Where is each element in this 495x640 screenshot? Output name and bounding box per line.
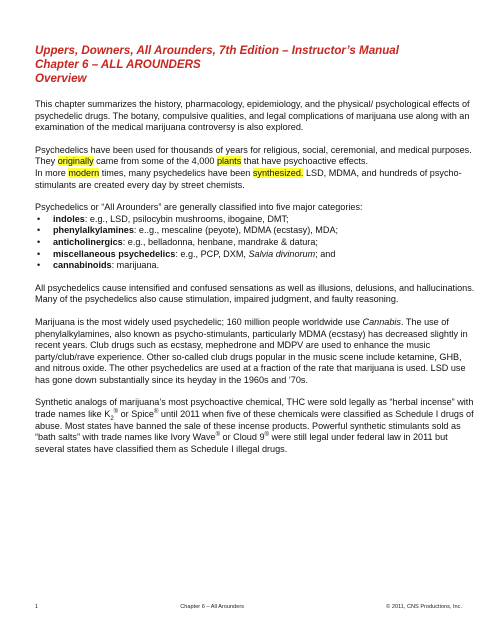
highlighted-word: modern [68,167,100,178]
list-item [35,260,475,272]
registered-mark: ® [264,432,269,439]
page-footer [35,604,462,610]
category-term: anticholinergics [53,236,123,247]
category-desc: : e..g., mescaline (peyote), MDMA (ecstasy), MDA; [133,225,339,236]
bullet-icon: • [37,236,41,247]
highlighted-word: synthesized. [252,167,304,178]
text-run: or Spice [118,409,154,420]
category-term: indoles [53,213,85,224]
text-run: or Cloud 9 [220,432,265,443]
list-item [35,225,475,237]
synthetic-analogs-paragraph [35,397,475,455]
text-run: times, many psychedelics have been [99,167,253,178]
category-desc: : e.g., PCP, DXM, [175,248,249,259]
document-title: Uppers, Downers, All Arounders, 7th Edition – Instructor’s Manual [35,44,399,57]
subscript: 2 [110,415,114,422]
category-desc: : marijuana. [111,260,160,271]
footer-copyright: © 2011, CNS Productions, Inc. [386,604,462,610]
chapter-heading: Chapter 6 – ALL AROUNDERS [35,58,201,71]
footer-chapter: Chapter 6 – All Arounders [180,604,245,610]
category-list [35,214,475,272]
text-run: until 2011 when five of these chemicals were classified as Schedule I drugs of abuse. Most states have banned the sale of these incense products. Powerful synthetic stimulants sold as “bath salts” with trade names like Ivory Wave [35,409,474,443]
italic-term: Cannabis [362,316,401,327]
page-content [35,44,475,455]
highlighted-word: originally [57,156,94,167]
list-item [35,249,475,261]
text-run: came from some of the 4,000 [93,156,217,167]
bullet-icon: • [37,260,41,271]
bullet-icon: • [37,225,41,236]
category-term: phenylalkylamines [53,225,134,236]
text-run: Psychedelics have been used for thousands of years for religious, social, ceremonial, and medical purposes. They [35,144,472,167]
categories-intro: Psychedelics or “All Arounders” are generally classified into five major categories: [35,202,363,213]
text-run: In more [35,167,69,178]
text-run: LSD, MDMA, and hundreds of psycho-stimulants are created every day by street chemists. [35,167,462,190]
text-run: . The use of phenylalkylamines, also known as psycho-stimulants, particularly MDMA (ecstasy) has decreased slightly in recent years. Club drugs such as ecstasy, mephedrone and MDPV are used to enhance the music party/club/rave experience. Other so-called club drugs popular in the music scene include ketamine, GHB, and nitrous oxide. The other psychedelics are used at a fraction of the rate that marijuana is used. LSD use has gone down substantially since its heyday in the 1960s and ’70s. [35,316,468,385]
intro-paragraph: This chapter summarizes the history, pharmacology, epidemiology, and the physical/ psychological effects of psychedelic drugs. The botany, compulsive qualities, and legal complications of marijuana use along with an examination of the medical marijuana controversy is also explored. [35,99,470,133]
registered-mark: ® [153,409,159,416]
section-heading: Overview [35,72,87,85]
category-term: miscellaneous psychedelics [53,248,176,259]
registered-mark: ® [113,409,119,416]
effects-paragraph: All psychedelics cause intensified and confused sensations as well as illusions, delusions, and hallucinations. Many of the psychedelics also cause stimulation, impaired judgment, and faulty reasoning. [35,282,475,305]
list-item [35,237,475,249]
text-run: Marijuana is the most widely used psychedelic; 160 million people worldwide use [35,316,363,327]
registered-mark: ® [215,432,221,439]
category-after: ; and [315,248,336,259]
list-item [35,214,475,226]
text-run: were still legal under federal law in 2011 but several states have classified them as Schedule I illegal drugs. [35,432,448,454]
category-term: cannabinoids [53,260,112,271]
history-paragraph [35,145,475,191]
text-run: Synthetic analogs of marijuana’s most psychoactive chemical, THC were sold legally as “herbal incense” with trade names like K [35,397,474,420]
category-desc: : e.g., belladonna, henbane, mandrake & datura; [122,236,318,247]
category-desc: : e.g., LSD, psilocybin mushrooms, ibogaine, DMT; [84,213,289,224]
marijuana-paragraph [35,317,475,387]
bullet-icon: • [37,248,41,259]
bullet-icon: • [37,213,41,224]
category-italic: Salvia divinorum [248,248,316,259]
page-number: 1 [35,604,39,610]
text-run: that have psychoactive effects. [241,156,368,167]
highlighted-word: plants [216,156,242,167]
